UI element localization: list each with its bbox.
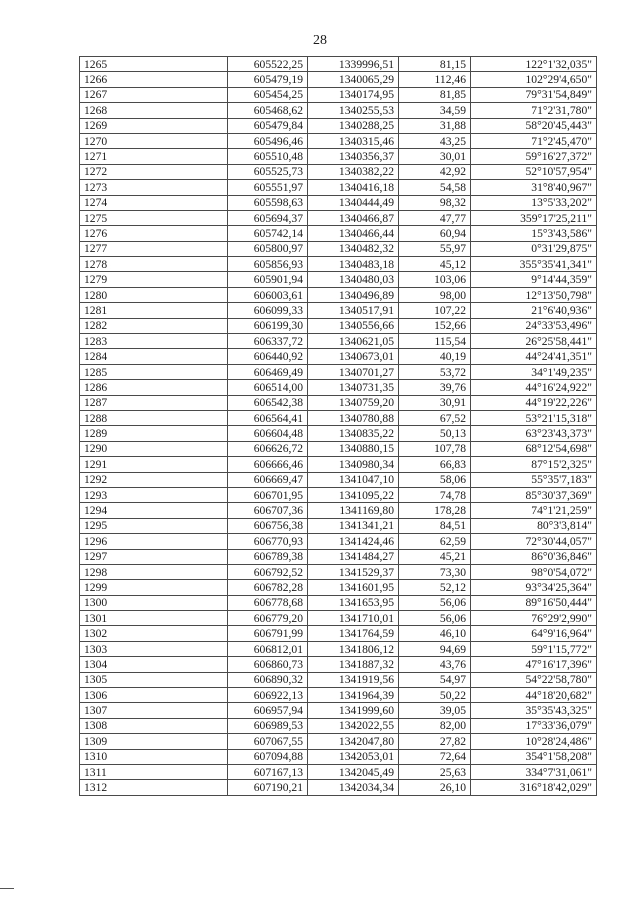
table-row [80, 364, 597, 379]
x-coordinate-cell: 606890,32 [228, 672, 308, 687]
x-coordinate-cell: 606789,38 [228, 549, 308, 564]
angle-cell: 76°29'2,990" [471, 611, 597, 626]
point-number-cell: 1266 [80, 72, 228, 87]
x-coordinate-cell: 605479,19 [228, 72, 308, 87]
distance-cell: 50,22 [399, 688, 471, 703]
point-number-cell: 1300 [80, 595, 228, 610]
distance-cell: 43,25 [399, 133, 471, 148]
point-number-cell: 1306 [80, 688, 228, 703]
y-coordinate-cell: 1342045,49 [308, 764, 399, 779]
point-number-cell: 1274 [80, 195, 228, 210]
angle-cell: 79°31'54,849" [471, 87, 597, 102]
x-coordinate-cell: 606957,94 [228, 703, 308, 718]
point-number-cell: 1277 [80, 241, 228, 256]
point-number-cell: 1278 [80, 257, 228, 272]
x-coordinate-cell: 605468,62 [228, 103, 308, 118]
y-coordinate-cell: 1340496,89 [308, 287, 399, 302]
table-row [80, 426, 597, 441]
x-coordinate-cell: 606337,72 [228, 334, 308, 349]
x-coordinate-cell: 606669,47 [228, 472, 308, 487]
y-coordinate-cell: 1340483,18 [308, 257, 399, 272]
y-coordinate-cell: 1340288,25 [308, 118, 399, 133]
table-row [80, 549, 597, 564]
point-number-cell: 1281 [80, 303, 228, 318]
x-coordinate-cell: 606812,01 [228, 641, 308, 656]
distance-cell: 43,76 [399, 657, 471, 672]
table-row [80, 564, 597, 579]
y-coordinate-cell: 1340482,32 [308, 241, 399, 256]
y-coordinate-cell: 1341887,32 [308, 657, 399, 672]
angle-cell: 316°18'42,029" [471, 780, 597, 795]
x-coordinate-cell: 605901,94 [228, 272, 308, 287]
table-row [80, 503, 597, 518]
distance-cell: 34,59 [399, 103, 471, 118]
distance-cell: 53,72 [399, 364, 471, 379]
point-number-cell: 1272 [80, 164, 228, 179]
x-coordinate-cell: 606003,61 [228, 287, 308, 302]
distance-cell: 30,91 [399, 395, 471, 410]
angle-cell: 58°20'45,443" [471, 118, 597, 133]
y-coordinate-cell: 1339996,51 [308, 57, 399, 72]
distance-cell: 81,15 [399, 57, 471, 72]
x-coordinate-cell: 606756,38 [228, 518, 308, 533]
angle-cell: 63°23'43,373" [471, 426, 597, 441]
point-number-cell: 1304 [80, 657, 228, 672]
table-row [80, 580, 597, 595]
distance-cell: 62,59 [399, 534, 471, 549]
angle-cell: 31°8'40,967" [471, 180, 597, 195]
point-number-cell: 1307 [80, 703, 228, 718]
distance-cell: 39,05 [399, 703, 471, 718]
coordinates-table [79, 56, 597, 796]
angle-cell: 355°35'41,341" [471, 257, 597, 272]
distance-cell: 25,63 [399, 764, 471, 779]
x-coordinate-cell: 607067,55 [228, 734, 308, 749]
point-number-cell: 1301 [80, 611, 228, 626]
distance-cell: 52,12 [399, 580, 471, 595]
table-row [80, 487, 597, 502]
x-coordinate-cell: 607167,13 [228, 764, 308, 779]
angle-cell: 44°24'41,351" [471, 349, 597, 364]
distance-cell: 74,78 [399, 487, 471, 502]
x-coordinate-cell: 605598,63 [228, 195, 308, 210]
distance-cell: 103,06 [399, 272, 471, 287]
x-coordinate-cell: 606791,99 [228, 626, 308, 641]
distance-cell: 98,00 [399, 287, 471, 302]
x-coordinate-cell: 605510,48 [228, 149, 308, 164]
x-coordinate-cell: 606770,93 [228, 534, 308, 549]
x-coordinate-cell: 605525,73 [228, 164, 308, 179]
distance-cell: 82,00 [399, 718, 471, 733]
table-row [80, 457, 597, 472]
point-number-cell: 1303 [80, 641, 228, 656]
distance-cell: 56,06 [399, 595, 471, 610]
x-coordinate-cell: 606564,41 [228, 410, 308, 425]
point-number-cell: 1305 [80, 672, 228, 687]
angle-cell: 334°7'31,061" [471, 764, 597, 779]
table-row [80, 149, 597, 164]
angle-cell: 24°33'53,496" [471, 318, 597, 333]
y-coordinate-cell: 1341919,56 [308, 672, 399, 687]
distance-cell: 73,30 [399, 564, 471, 579]
x-coordinate-cell: 605496,46 [228, 133, 308, 148]
y-coordinate-cell: 1340466,87 [308, 210, 399, 225]
distance-cell: 26,10 [399, 780, 471, 795]
angle-cell: 354°1'58,208" [471, 749, 597, 764]
table-row [80, 195, 597, 210]
distance-cell: 112,46 [399, 72, 471, 87]
point-number-cell: 1288 [80, 410, 228, 425]
x-coordinate-cell: 606707,36 [228, 503, 308, 518]
table-row [80, 87, 597, 102]
distance-cell: 66,83 [399, 457, 471, 472]
y-coordinate-cell: 1341529,37 [308, 564, 399, 579]
point-number-cell: 1308 [80, 718, 228, 733]
point-number-cell: 1273 [80, 180, 228, 195]
table-row [80, 210, 597, 225]
coordinates-table-body [80, 57, 597, 796]
table-row [80, 241, 597, 256]
angle-cell: 54°22'58,780" [471, 672, 597, 687]
point-number-cell: 1279 [80, 272, 228, 287]
angle-cell: 98°0'54,072" [471, 564, 597, 579]
angle-cell: 15°3'43,586" [471, 226, 597, 241]
x-coordinate-cell: 605742,14 [228, 226, 308, 241]
table-row [80, 318, 597, 333]
y-coordinate-cell: 1340980,34 [308, 457, 399, 472]
x-coordinate-cell: 606792,52 [228, 564, 308, 579]
angle-cell: 74°1'21,259" [471, 503, 597, 518]
angle-cell: 21°6'40,936" [471, 303, 597, 318]
point-number-cell: 1292 [80, 472, 228, 487]
point-number-cell: 1285 [80, 364, 228, 379]
distance-cell: 50,13 [399, 426, 471, 441]
angle-cell: 87°15'2,325" [471, 457, 597, 472]
x-coordinate-cell: 605479,84 [228, 118, 308, 133]
table-row [80, 518, 597, 533]
distance-cell: 46,10 [399, 626, 471, 641]
x-coordinate-cell: 606440,92 [228, 349, 308, 364]
distance-cell: 107,78 [399, 441, 471, 456]
x-coordinate-cell: 606099,33 [228, 303, 308, 318]
point-number-cell: 1267 [80, 87, 228, 102]
x-coordinate-cell: 606542,38 [228, 395, 308, 410]
table-row [80, 657, 597, 672]
y-coordinate-cell: 1340673,01 [308, 349, 399, 364]
x-coordinate-cell: 606782,28 [228, 580, 308, 595]
point-number-cell: 1271 [80, 149, 228, 164]
y-coordinate-cell: 1340444,49 [308, 195, 399, 210]
angle-cell: 122°1'32,035" [471, 57, 597, 72]
angle-cell: 102°29'4,650" [471, 72, 597, 87]
y-coordinate-cell: 1340255,53 [308, 103, 399, 118]
point-number-cell: 1298 [80, 564, 228, 579]
x-coordinate-cell: 606989,53 [228, 718, 308, 733]
page-edge-mark [0, 888, 14, 889]
point-number-cell: 1282 [80, 318, 228, 333]
table-row [80, 641, 597, 656]
table-row [80, 780, 597, 795]
distance-cell: 55,97 [399, 241, 471, 256]
point-number-cell: 1295 [80, 518, 228, 533]
y-coordinate-cell: 1342034,34 [308, 780, 399, 795]
angle-cell: 68°12'54,698" [471, 441, 597, 456]
table-row [80, 395, 597, 410]
table-row [80, 103, 597, 118]
table-row [80, 287, 597, 302]
point-number-cell: 1302 [80, 626, 228, 641]
distance-cell: 40,19 [399, 349, 471, 364]
table-row [80, 118, 597, 133]
angle-cell: 0°31'29,875" [471, 241, 597, 256]
angle-cell: 72°30'44,057" [471, 534, 597, 549]
distance-cell: 152,66 [399, 318, 471, 333]
table-row [80, 133, 597, 148]
point-number-cell: 1284 [80, 349, 228, 364]
y-coordinate-cell: 1341341,21 [308, 518, 399, 533]
distance-cell: 27,82 [399, 734, 471, 749]
x-coordinate-cell: 605694,37 [228, 210, 308, 225]
point-number-cell: 1311 [80, 764, 228, 779]
point-number-cell: 1297 [80, 549, 228, 564]
angle-cell: 9°14'44,359" [471, 272, 597, 287]
point-number-cell: 1289 [80, 426, 228, 441]
y-coordinate-cell: 1340780,88 [308, 410, 399, 425]
angle-cell: 93°34'25,364" [471, 580, 597, 595]
table-row [80, 272, 597, 287]
y-coordinate-cell: 1341964,39 [308, 688, 399, 703]
distance-cell: 98,32 [399, 195, 471, 210]
x-coordinate-cell: 607190,21 [228, 780, 308, 795]
angle-cell: 44°19'22,226" [471, 395, 597, 410]
table-row [80, 718, 597, 733]
distance-cell: 47,77 [399, 210, 471, 225]
angle-cell: 17°33'36,079" [471, 718, 597, 733]
x-coordinate-cell: 607094,88 [228, 749, 308, 764]
angle-cell: 34°1'49,235" [471, 364, 597, 379]
y-coordinate-cell: 1340416,18 [308, 180, 399, 195]
x-coordinate-cell: 605856,93 [228, 257, 308, 272]
point-number-cell: 1294 [80, 503, 228, 518]
distance-cell: 107,22 [399, 303, 471, 318]
point-number-cell: 1286 [80, 380, 228, 395]
table-row [80, 410, 597, 425]
y-coordinate-cell: 1340480,03 [308, 272, 399, 287]
angle-cell: 80°3'3,814" [471, 518, 597, 533]
angle-cell: 71°2'31,780" [471, 103, 597, 118]
angle-cell: 44°16'24,922" [471, 380, 597, 395]
point-number-cell: 1280 [80, 287, 228, 302]
y-coordinate-cell: 1340517,91 [308, 303, 399, 318]
distance-cell: 67,52 [399, 410, 471, 425]
point-number-cell: 1296 [80, 534, 228, 549]
table-row [80, 380, 597, 395]
y-coordinate-cell: 1341047,10 [308, 472, 399, 487]
angle-cell: 86°0'36,846" [471, 549, 597, 564]
point-number-cell: 1291 [80, 457, 228, 472]
y-coordinate-cell: 1341764,59 [308, 626, 399, 641]
point-number-cell: 1309 [80, 734, 228, 749]
x-coordinate-cell: 606666,46 [228, 457, 308, 472]
distance-cell: 72,64 [399, 749, 471, 764]
table-row [80, 688, 597, 703]
table-row [80, 349, 597, 364]
y-coordinate-cell: 1340466,44 [308, 226, 399, 241]
y-coordinate-cell: 1340880,15 [308, 441, 399, 456]
table-row [80, 257, 597, 272]
table-row [80, 672, 597, 687]
table-row [80, 764, 597, 779]
table-row [80, 595, 597, 610]
angle-cell: 26°25'58,441" [471, 334, 597, 349]
y-coordinate-cell: 1340621,05 [308, 334, 399, 349]
x-coordinate-cell: 605454,25 [228, 87, 308, 102]
y-coordinate-cell: 1340065,29 [308, 72, 399, 87]
point-number-cell: 1290 [80, 441, 228, 456]
table-row [80, 334, 597, 349]
table-row [80, 226, 597, 241]
y-coordinate-cell: 1342047,80 [308, 734, 399, 749]
angle-cell: 59°1'15,772" [471, 641, 597, 656]
point-number-cell: 1293 [80, 487, 228, 502]
point-number-cell: 1299 [80, 580, 228, 595]
point-number-cell: 1269 [80, 118, 228, 133]
distance-cell: 60,94 [399, 226, 471, 241]
x-coordinate-cell: 606701,95 [228, 487, 308, 502]
x-coordinate-cell: 605522,25 [228, 57, 308, 72]
x-coordinate-cell: 605551,97 [228, 180, 308, 195]
table-row [80, 749, 597, 764]
y-coordinate-cell: 1341095,22 [308, 487, 399, 502]
table-row [80, 611, 597, 626]
y-coordinate-cell: 1340701,27 [308, 364, 399, 379]
y-coordinate-cell: 1340174,95 [308, 87, 399, 102]
angle-cell: 64°9'16,964" [471, 626, 597, 641]
distance-cell: 178,28 [399, 503, 471, 518]
table-row [80, 472, 597, 487]
page-number: 28 [313, 33, 327, 48]
x-coordinate-cell: 605800,97 [228, 241, 308, 256]
y-coordinate-cell: 1340356,37 [308, 149, 399, 164]
table-row [80, 164, 597, 179]
y-coordinate-cell: 1340759,20 [308, 395, 399, 410]
y-coordinate-cell: 1340835,22 [308, 426, 399, 441]
x-coordinate-cell: 606779,20 [228, 611, 308, 626]
angle-cell: 35°35'43,325" [471, 703, 597, 718]
y-coordinate-cell: 1341653,95 [308, 595, 399, 610]
y-coordinate-cell: 1340382,22 [308, 164, 399, 179]
table-row [80, 703, 597, 718]
angle-cell: 52°10'57,954" [471, 164, 597, 179]
point-number-cell: 1265 [80, 57, 228, 72]
distance-cell: 39,76 [399, 380, 471, 395]
angle-cell: 13°5'33,202" [471, 195, 597, 210]
x-coordinate-cell: 606626,72 [228, 441, 308, 456]
table-row [80, 180, 597, 195]
angle-cell: 85°30'37,369" [471, 487, 597, 502]
point-number-cell: 1270 [80, 133, 228, 148]
point-number-cell: 1310 [80, 749, 228, 764]
distance-cell: 42,92 [399, 164, 471, 179]
y-coordinate-cell: 1341710,01 [308, 611, 399, 626]
distance-cell: 54,58 [399, 180, 471, 195]
x-coordinate-cell: 606469,49 [228, 364, 308, 379]
y-coordinate-cell: 1341806,12 [308, 641, 399, 656]
angle-cell: 359°17'25,211" [471, 210, 597, 225]
angle-cell: 59°16'27,372" [471, 149, 597, 164]
distance-cell: 54,97 [399, 672, 471, 687]
x-coordinate-cell: 606199,30 [228, 318, 308, 333]
point-number-cell: 1275 [80, 210, 228, 225]
table-row [80, 57, 597, 72]
point-number-cell: 1283 [80, 334, 228, 349]
point-number-cell: 1312 [80, 780, 228, 795]
y-coordinate-cell: 1341424,46 [308, 534, 399, 549]
angle-cell: 44°18'20,682" [471, 688, 597, 703]
angle-cell: 53°21'15,318" [471, 410, 597, 425]
x-coordinate-cell: 606860,73 [228, 657, 308, 672]
angle-cell: 71°2'45,470" [471, 133, 597, 148]
distance-cell: 31,88 [399, 118, 471, 133]
x-coordinate-cell: 606922,13 [228, 688, 308, 703]
y-coordinate-cell: 1342022,55 [308, 718, 399, 733]
distance-cell: 56,06 [399, 611, 471, 626]
x-coordinate-cell: 606514,00 [228, 380, 308, 395]
x-coordinate-cell: 606778,68 [228, 595, 308, 610]
angle-cell: 12°13'50,798" [471, 287, 597, 302]
angle-cell: 47°16'17,396" [471, 657, 597, 672]
distance-cell: 45,12 [399, 257, 471, 272]
point-number-cell: 1276 [80, 226, 228, 241]
y-coordinate-cell: 1341999,60 [308, 703, 399, 718]
distance-cell: 94,69 [399, 641, 471, 656]
y-coordinate-cell: 1340315,46 [308, 133, 399, 148]
table-row [80, 534, 597, 549]
point-number-cell: 1268 [80, 103, 228, 118]
y-coordinate-cell: 1340556,66 [308, 318, 399, 333]
angle-cell: 10°28'24,486" [471, 734, 597, 749]
distance-cell: 45,21 [399, 549, 471, 564]
y-coordinate-cell: 1341601,95 [308, 580, 399, 595]
table-row [80, 626, 597, 641]
table-row [80, 734, 597, 749]
y-coordinate-cell: 1340731,35 [308, 380, 399, 395]
y-coordinate-cell: 1342053,01 [308, 749, 399, 764]
point-number-cell: 1287 [80, 395, 228, 410]
distance-cell: 58,06 [399, 472, 471, 487]
table-row [80, 303, 597, 318]
distance-cell: 115,54 [399, 334, 471, 349]
table-row [80, 441, 597, 456]
x-coordinate-cell: 606604,48 [228, 426, 308, 441]
y-coordinate-cell: 1341484,27 [308, 549, 399, 564]
distance-cell: 84,51 [399, 518, 471, 533]
table-row [80, 72, 597, 87]
y-coordinate-cell: 1341169,80 [308, 503, 399, 518]
angle-cell: 89°16'50,444" [471, 595, 597, 610]
distance-cell: 30,01 [399, 149, 471, 164]
distance-cell: 81,85 [399, 87, 471, 102]
angle-cell: 55°35'7,183" [471, 472, 597, 487]
